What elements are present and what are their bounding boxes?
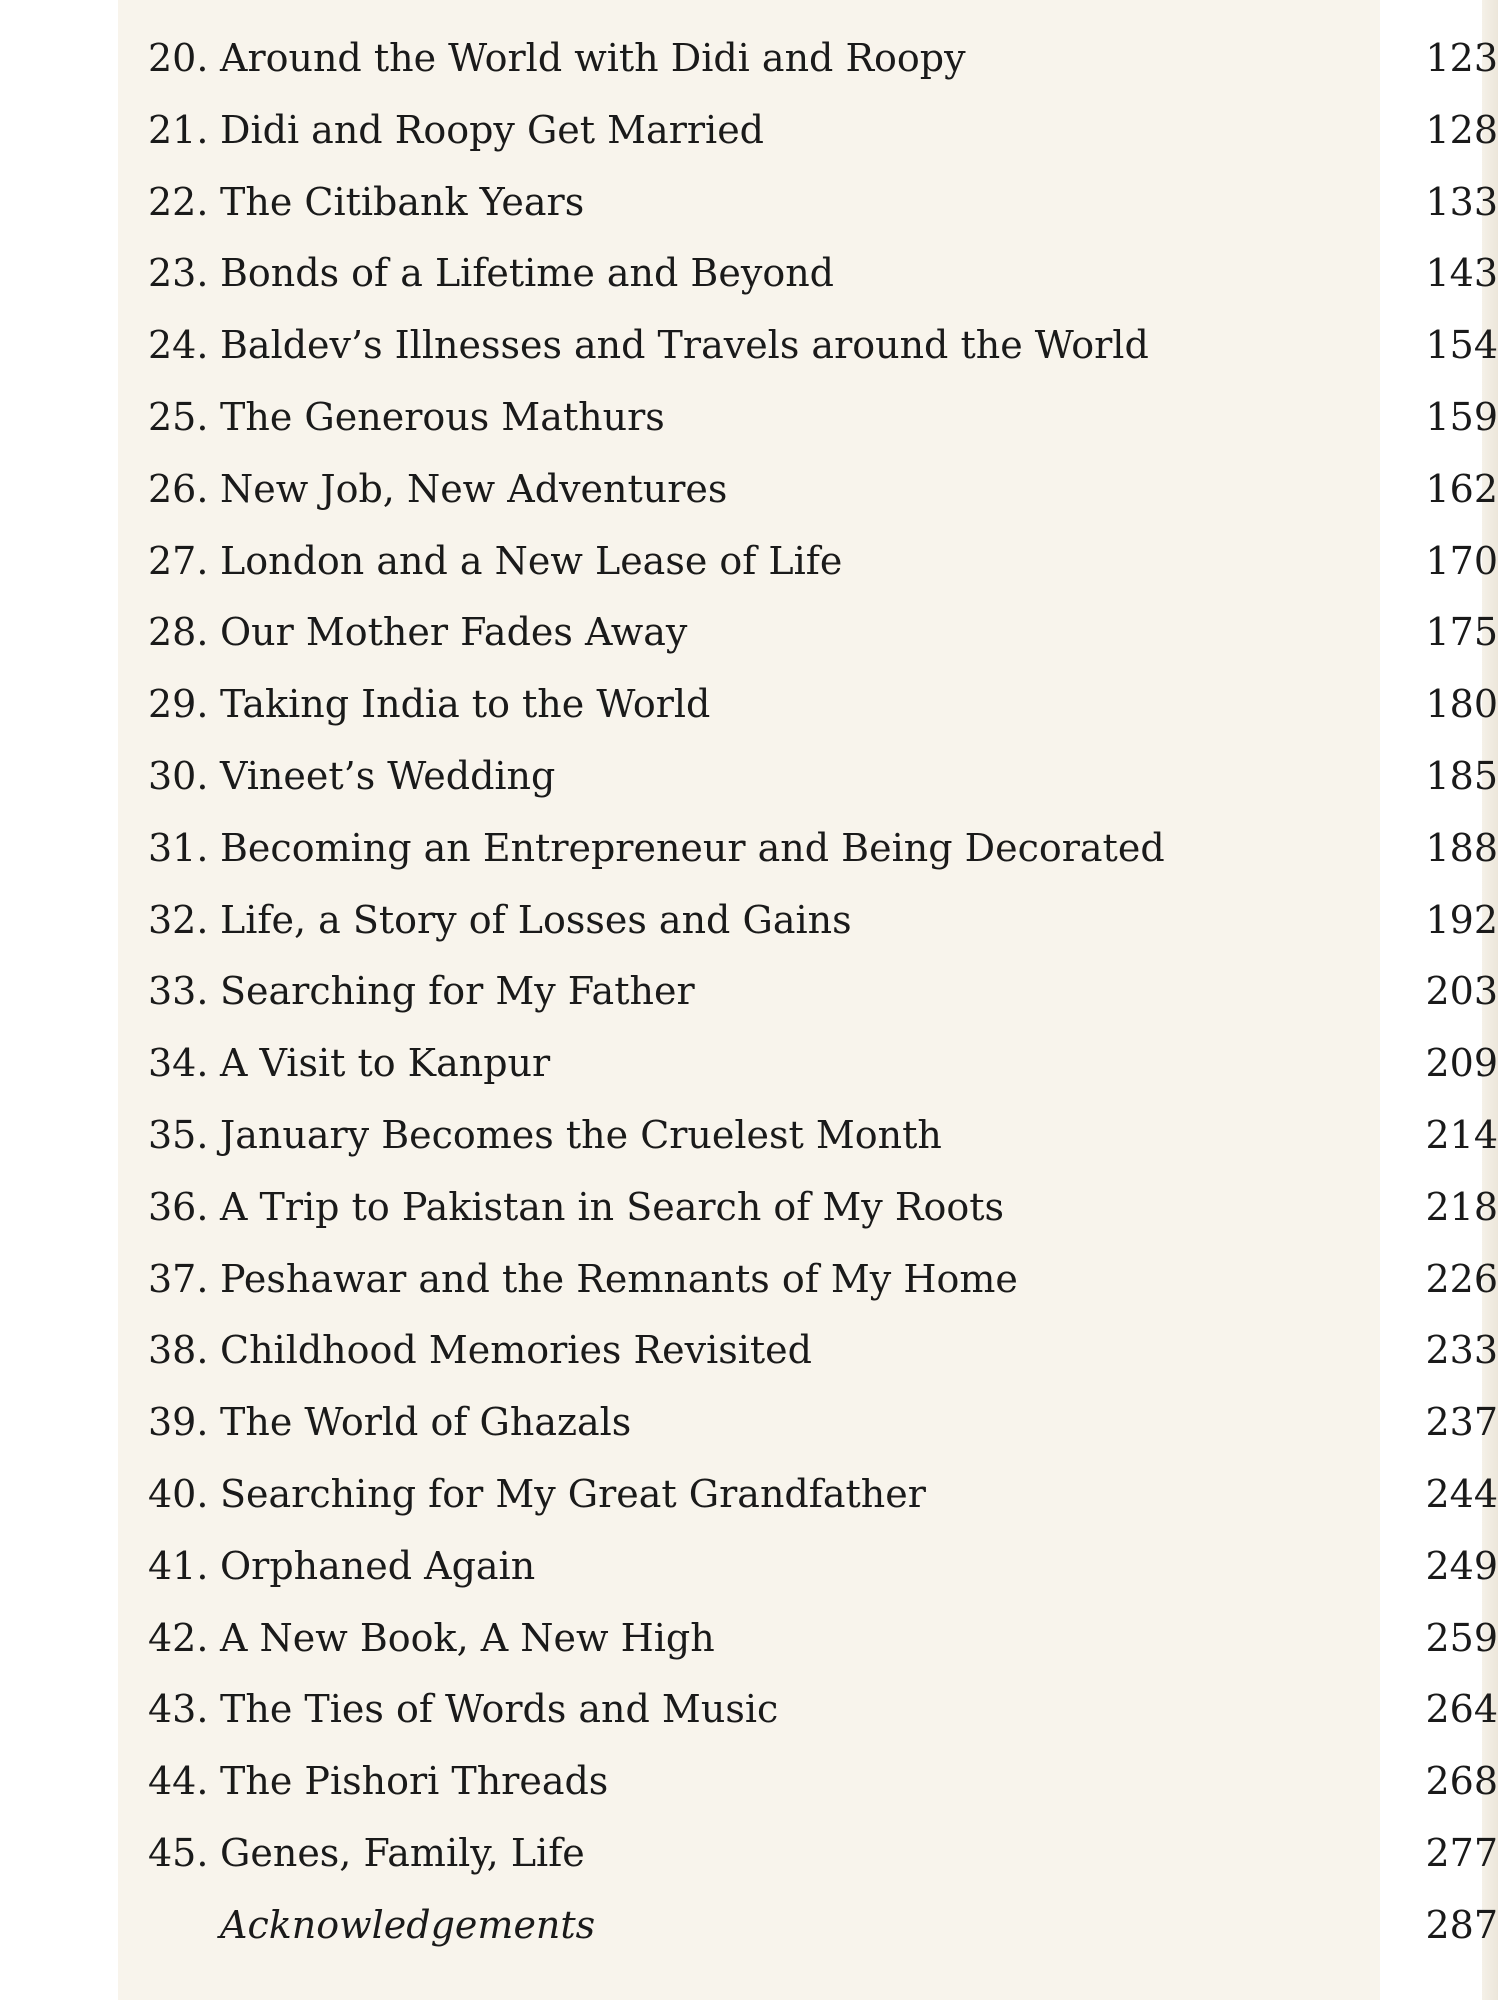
- toc-entry: [148, 818, 1498, 890]
- page-number: 277: [1425, 1830, 1498, 1875]
- chapter-title: Searching for My Great Grandfather: [220, 1471, 926, 1516]
- chapter-title: A New Book, A New High: [220, 1615, 715, 1660]
- chapter-number: 40.: [148, 1471, 209, 1516]
- table-of-contents: [148, 28, 1498, 1967]
- chapter-title: Searching for My Father: [220, 969, 695, 1014]
- page-number: 133: [1425, 179, 1498, 224]
- chapter-number: 25.: [148, 394, 209, 439]
- chapter-title: Didi and Roopy Get Married: [220, 107, 765, 152]
- chapter-title: A Trip to Pakistan in Search of My Roots: [220, 1184, 1004, 1229]
- chapter-number: 30.: [148, 753, 209, 798]
- toc-entry: [148, 1249, 1498, 1321]
- page-number: 237: [1425, 1400, 1498, 1445]
- chapter-title: Bonds of a Lifetime and Beyond: [220, 251, 834, 296]
- toc-entry: [148, 890, 1498, 962]
- page-number: 259: [1425, 1615, 1498, 1660]
- toc-entry: [148, 1608, 1498, 1680]
- page-number: 268: [1425, 1759, 1498, 1804]
- toc-entry: [148, 1392, 1498, 1464]
- chapter-number: 22.: [148, 179, 209, 224]
- chapter-number: 28.: [148, 610, 209, 655]
- chapter-title: The Pishori Threads: [220, 1759, 609, 1804]
- chapter-number: 38.: [148, 1328, 209, 1373]
- page-number: 287: [1425, 1902, 1498, 1947]
- chapter-number: 34.: [148, 1041, 209, 1086]
- chapter-number: 41.: [148, 1543, 209, 1588]
- page-number: 128: [1425, 107, 1498, 152]
- toc-entry: [148, 674, 1498, 746]
- chapter-number: 36.: [148, 1184, 209, 1229]
- page-number: 249: [1425, 1543, 1498, 1588]
- chapter-number: 32.: [148, 897, 209, 942]
- toc-entry: [148, 1751, 1498, 1823]
- toc-entry: [148, 459, 1498, 531]
- chapter-number: 21.: [148, 107, 209, 152]
- toc-entry: [148, 1105, 1498, 1177]
- chapter-number: 24.: [148, 323, 209, 368]
- page-number: 154: [1425, 323, 1498, 368]
- chapter-title: Childhood Memories Revisited: [220, 1328, 812, 1373]
- chapter-title: Taking India to the World: [220, 682, 711, 727]
- page-number: 233: [1425, 1328, 1498, 1373]
- page-number: 264: [1425, 1687, 1498, 1732]
- chapter-title: Life, a Story of Losses and Gains: [220, 897, 852, 942]
- toc-entry: [148, 172, 1498, 244]
- toc-entry: [148, 243, 1498, 315]
- toc-entry: [148, 1033, 1498, 1105]
- page-number: 214: [1425, 1112, 1498, 1157]
- chapter-title: Becoming an Entrepreneur and Being Decorated: [220, 825, 1165, 870]
- toc-entry: [148, 1823, 1498, 1895]
- toc-entry: [148, 1536, 1498, 1608]
- page-number: 244: [1425, 1471, 1498, 1516]
- chapter-number: 29.: [148, 682, 209, 727]
- page-number: 226: [1425, 1256, 1498, 1301]
- page-number: 159: [1425, 394, 1498, 439]
- page-number: 203: [1425, 969, 1498, 1014]
- chapter-title: The Generous Mathurs: [220, 394, 665, 439]
- chapter-title: Orphaned Again: [220, 1543, 536, 1588]
- toc-entry: [148, 1177, 1498, 1249]
- chapter-number: 31.: [148, 825, 209, 870]
- chapter-number: 37.: [148, 1256, 209, 1301]
- page-number: 162: [1425, 466, 1498, 511]
- chapter-title: Acknowledgements: [220, 1902, 596, 1947]
- chapter-number: 42.: [148, 1615, 209, 1660]
- toc-entry: [148, 1320, 1498, 1392]
- chapter-title: New Job, New Adventures: [220, 466, 728, 511]
- toc-entry-acknowledgements: [148, 1895, 1498, 1967]
- toc-entry: [148, 961, 1498, 1033]
- chapter-title: The Citibank Years: [220, 179, 585, 224]
- chapter-number: 35.: [148, 1112, 209, 1157]
- chapter-title: London and a New Lease of Life: [220, 538, 843, 583]
- chapter-title: The World of Ghazals: [220, 1400, 632, 1445]
- toc-entry: [148, 28, 1498, 100]
- toc-entry: [148, 746, 1498, 818]
- toc-entry: [148, 387, 1498, 459]
- page-number: 209: [1425, 1041, 1498, 1086]
- chapter-number: 43.: [148, 1687, 209, 1732]
- toc-entry: [148, 602, 1498, 674]
- chapter-number: 33.: [148, 969, 209, 1014]
- toc-entry: [148, 100, 1498, 172]
- page-number: 185: [1425, 753, 1498, 798]
- book-page: [118, 0, 1498, 2000]
- chapter-title: Around the World with Didi and Roopy: [220, 36, 966, 80]
- chapter-title: Baldev’s Illnesses and Travels around the World: [220, 323, 1149, 368]
- chapter-title: January Becomes the Cruelest Month: [220, 1112, 942, 1157]
- toc-entry: [148, 531, 1498, 603]
- page-number: 170: [1425, 538, 1498, 583]
- page-number: 192: [1425, 897, 1498, 942]
- page-number: 123: [1425, 36, 1498, 80]
- chapter-title: A Visit to Kanpur: [220, 1041, 551, 1086]
- chapter-number: 26.: [148, 466, 209, 511]
- page-number: 188: [1425, 825, 1498, 870]
- chapter-number: 44.: [148, 1759, 209, 1804]
- page-number: 180: [1425, 682, 1498, 727]
- toc-entry: [148, 315, 1498, 387]
- chapter-title: The Ties of Words and Music: [220, 1687, 779, 1732]
- page-number: 218: [1425, 1184, 1498, 1229]
- chapter-number: 39.: [148, 1400, 209, 1445]
- chapter-number: 23.: [148, 251, 209, 296]
- chapter-title: Peshawar and the Remnants of My Home: [220, 1256, 1018, 1301]
- chapter-number: 27.: [148, 538, 209, 583]
- chapter-title: Genes, Family, Life: [220, 1830, 585, 1875]
- page-number: 175: [1425, 610, 1498, 655]
- chapter-number: 45.: [148, 1830, 209, 1875]
- chapter-title: Our Mother Fades Away: [220, 610, 688, 655]
- chapter-number: 20.: [148, 36, 209, 80]
- toc-entry: [148, 1679, 1498, 1751]
- chapter-title: Vineet’s Wedding: [220, 753, 556, 798]
- page-number: 143: [1425, 251, 1498, 296]
- toc-entry: [148, 1464, 1498, 1536]
